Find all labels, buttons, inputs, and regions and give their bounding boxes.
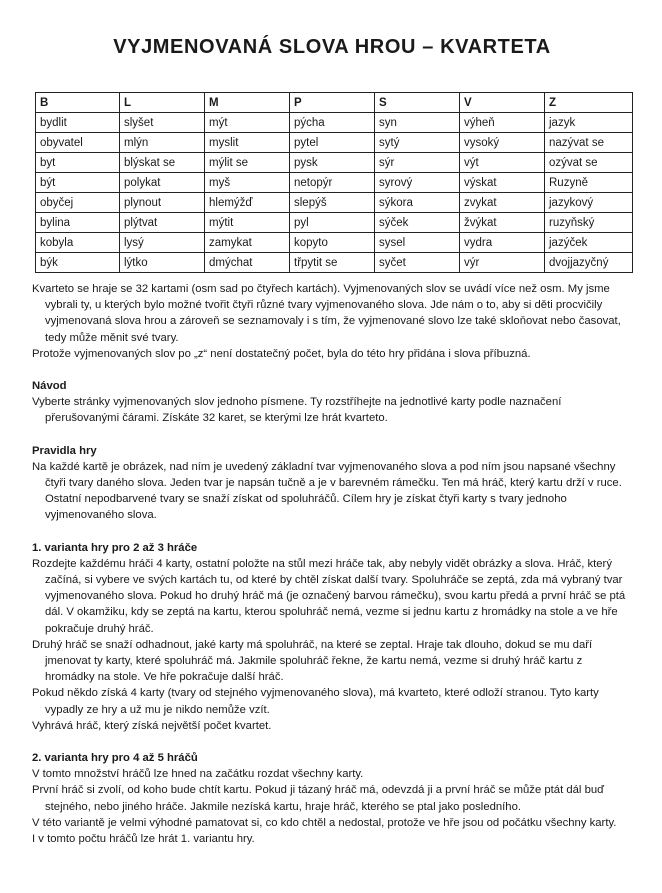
table-cell: výr [460, 253, 545, 273]
navod-paragraph: Vyberte stránky vyjmenovaných slov jednoho písmene. Ty rozstříhejte na jednotlivé karty podle naznačení přerušovanými čárami. Získáte 32 karet, se kterými lze hrát kvarteto. [32, 396, 562, 425]
table-cell: sýček [375, 213, 460, 233]
column-header: S [375, 93, 460, 113]
table-row [36, 153, 633, 173]
varianta1-paragraph: Druhý hráč se snaží odhadnout, jaké karty má spoluhráč, na které se zeptal. Hraje tak dlouho, dokud se mu daří jmenovat ty karty, které spoluhráč má. Jakmile spoluhráč řekne, že kartu nemá, vezme si druhý hráč kartu z hromádky na stole. Ve hře pokračuje další hráč. [32, 638, 593, 684]
table-body [36, 113, 633, 273]
table-cell: ozývat se [545, 153, 633, 173]
table-cell: Ruzyně [545, 173, 633, 193]
table-row [36, 193, 633, 213]
table-cell: mýt [205, 113, 290, 133]
varianta1-paragraph: Rozdejte každému hráči 4 karty, ostatní položte na stůl mezi hráče tak, aby nebyly vidět obrázky a slova. Hráč, který začíná, si vybere ve svých kartách tu, od které by chtěl získat další tvary. Spoluhráče se zeptá, zda má vybraný tvar vyjmenovaného slova. Pokud ho druhý hráč má (je označený barvou rámečku), svou kartu předá a první hráč se ptá dál. V okamžiku, kdy se zeptá na kartu, kterou spoluhráč nemá, vezme si jednu kartu z hromádky na stole a ve hře pokračuje druhý hráč. [32, 557, 626, 635]
table-cell: hlemýžď [205, 193, 290, 213]
page-title: VYJMENOVANÁ SLOVA HROU – KVARTETA [113, 36, 551, 58]
table-cell: netopýr [290, 173, 375, 193]
section-heading-varianta-1: 1. varianta hry pro 2 až 3 hráče [32, 541, 198, 554]
column-header: V [460, 93, 545, 113]
table-cell: jazykový [545, 193, 633, 213]
varianta2-paragraph: I v tomto počtu hráčů lze hrát 1. variantu hry. [32, 833, 255, 846]
table-cell: bydlit [36, 113, 120, 133]
table-cell: myš [205, 173, 290, 193]
table-cell: ruzyňský [545, 213, 633, 233]
table-cell: myslit [205, 133, 290, 153]
table-row [36, 133, 633, 153]
table-row [36, 233, 633, 253]
table-cell: plýtvat [120, 213, 205, 233]
varianta1-paragraph: Vyhrává hráč, který získá největší počet kvartet. [32, 719, 272, 732]
varianta2-paragraph: V tomto množství hráčů lze hned na začátku rozdat všechny karty. [32, 768, 364, 781]
table-cell: sytý [375, 133, 460, 153]
column-header: M [205, 93, 290, 113]
table-cell: blýskat se [120, 153, 205, 173]
table-cell: byt [36, 153, 120, 173]
table-cell: výskat [460, 173, 545, 193]
table-cell: lýtko [120, 253, 205, 273]
pravidla-paragraph: Na každé kartě je obrázek, nad ním je uvedený základní tvar vyjmenovaného slova a pod ním jsou napsané všechny čtyři tvary daného slova. Jeden tvar je napsán tučně a je v barevném rámečku. Ten má hráč, který kartu drží v ruce. Ostatní nepodbarvené tvary se snaží získat od spoluhráčů. Cílem hry je získat čtyři karty s tvary jednoho vyjmenovaného slova. [32, 460, 622, 522]
body-text [32, 281, 632, 847]
table-cell: třpytit se [290, 253, 375, 273]
table-cell: pýcha [290, 113, 375, 133]
section-heading-navod: Návod [32, 380, 67, 393]
table-cell: žvýkat [460, 213, 545, 233]
varianta1-paragraph: Pokud někdo získá 4 karty (tvary od stejného vyjmenovaného slova), má kvarteto, které odloží stranou. Tyto karty vypadly ze hry a už mu je nikdo nemůže vzít. [32, 687, 599, 716]
table-cell: obyvatel [36, 133, 120, 153]
table-cell: nazývat se [545, 133, 633, 153]
column-header: L [120, 93, 205, 113]
table-cell: vydra [460, 233, 545, 253]
section-heading-varianta-2: 2. varianta hry pro 4 až 5 hráčů [32, 752, 198, 765]
intro-paragraph: Kvarteto se hraje se 32 kartami (osm sad po čtyřech kartách). Vyjmenovaných slov se uvádí více než osm. My jsme vybrali ty, u kterých bylo možné tvořit čtyři různé tvary vyjmenovaného slova. Jde nám o to, aby si děti procvičily vyjmenovaná slova hrou a zároveň se seznamovaly i s tím, že vyjmenované slovo lze také skloňovat nebo časovat, tedy může měnit své tvary. [32, 283, 621, 344]
table-cell: jazýček [545, 233, 633, 253]
column-header: B [36, 93, 120, 113]
table-header-row [36, 93, 633, 113]
table-cell: zvykat [460, 193, 545, 213]
table-cell: pysk [290, 153, 375, 173]
table-cell: dmýchat [205, 253, 290, 273]
table-cell: syrový [375, 173, 460, 193]
section-heading-pravidla: Pravidla hry [32, 444, 97, 457]
table-row [36, 173, 633, 193]
table-row [36, 253, 633, 273]
column-header: P [290, 93, 375, 113]
table-cell: výheň [460, 113, 545, 133]
word-table [35, 92, 633, 273]
table-cell: vysoký [460, 133, 545, 153]
table-cell: pytel [290, 133, 375, 153]
column-header: Z [545, 93, 633, 113]
table-cell: lysý [120, 233, 205, 253]
table-cell: býk [36, 253, 120, 273]
table-cell: výt [460, 153, 545, 173]
table-cell: plynout [120, 193, 205, 213]
intro-paragraph: Protože vyjmenovaných slov po „z“ není dostatečný počet, byla do této hry přidána i slova příbuzná. [32, 347, 531, 360]
table-cell: sysel [375, 233, 460, 253]
table-cell: syčet [375, 253, 460, 273]
table-cell: polykat [120, 173, 205, 193]
table-cell: být [36, 173, 120, 193]
table-cell: slyšet [120, 113, 205, 133]
table-cell: dvojjazyčný [545, 253, 633, 273]
table-cell: kopyto [290, 233, 375, 253]
table-cell: mlýn [120, 133, 205, 153]
table-cell: slepýš [290, 193, 375, 213]
table-cell: sýkora [375, 193, 460, 213]
table-cell: mýlit se [205, 153, 290, 173]
varianta2-paragraph: V této variantě je velmi výhodné pamatovat si, co kdo chtěl a nedostal, protože ve hře jsou od počátku všechny karty. [32, 816, 617, 829]
table-cell: mýtit [205, 213, 290, 233]
varianta2-paragraph: První hráč si zvolí, od koho bude chtít kartu. Pokud ji tázaný hráč má, odevzdá ji a první hráč se může ptát dál buď stejného, nebo jiného hráče. Jakmile nezíská kartu, hraje hráč, kterého se ptal jako posledního. [32, 784, 605, 813]
table-cell: bylina [36, 213, 120, 233]
table-cell: syn [375, 113, 460, 133]
table-cell: jazyk [545, 113, 633, 133]
table-row [36, 113, 633, 133]
table-row [36, 213, 633, 233]
table-cell: sýr [375, 153, 460, 173]
table-cell: kobyla [36, 233, 120, 253]
table-cell: obyčej [36, 193, 120, 213]
table-cell: zamykat [205, 233, 290, 253]
table-cell: pyl [290, 213, 375, 233]
